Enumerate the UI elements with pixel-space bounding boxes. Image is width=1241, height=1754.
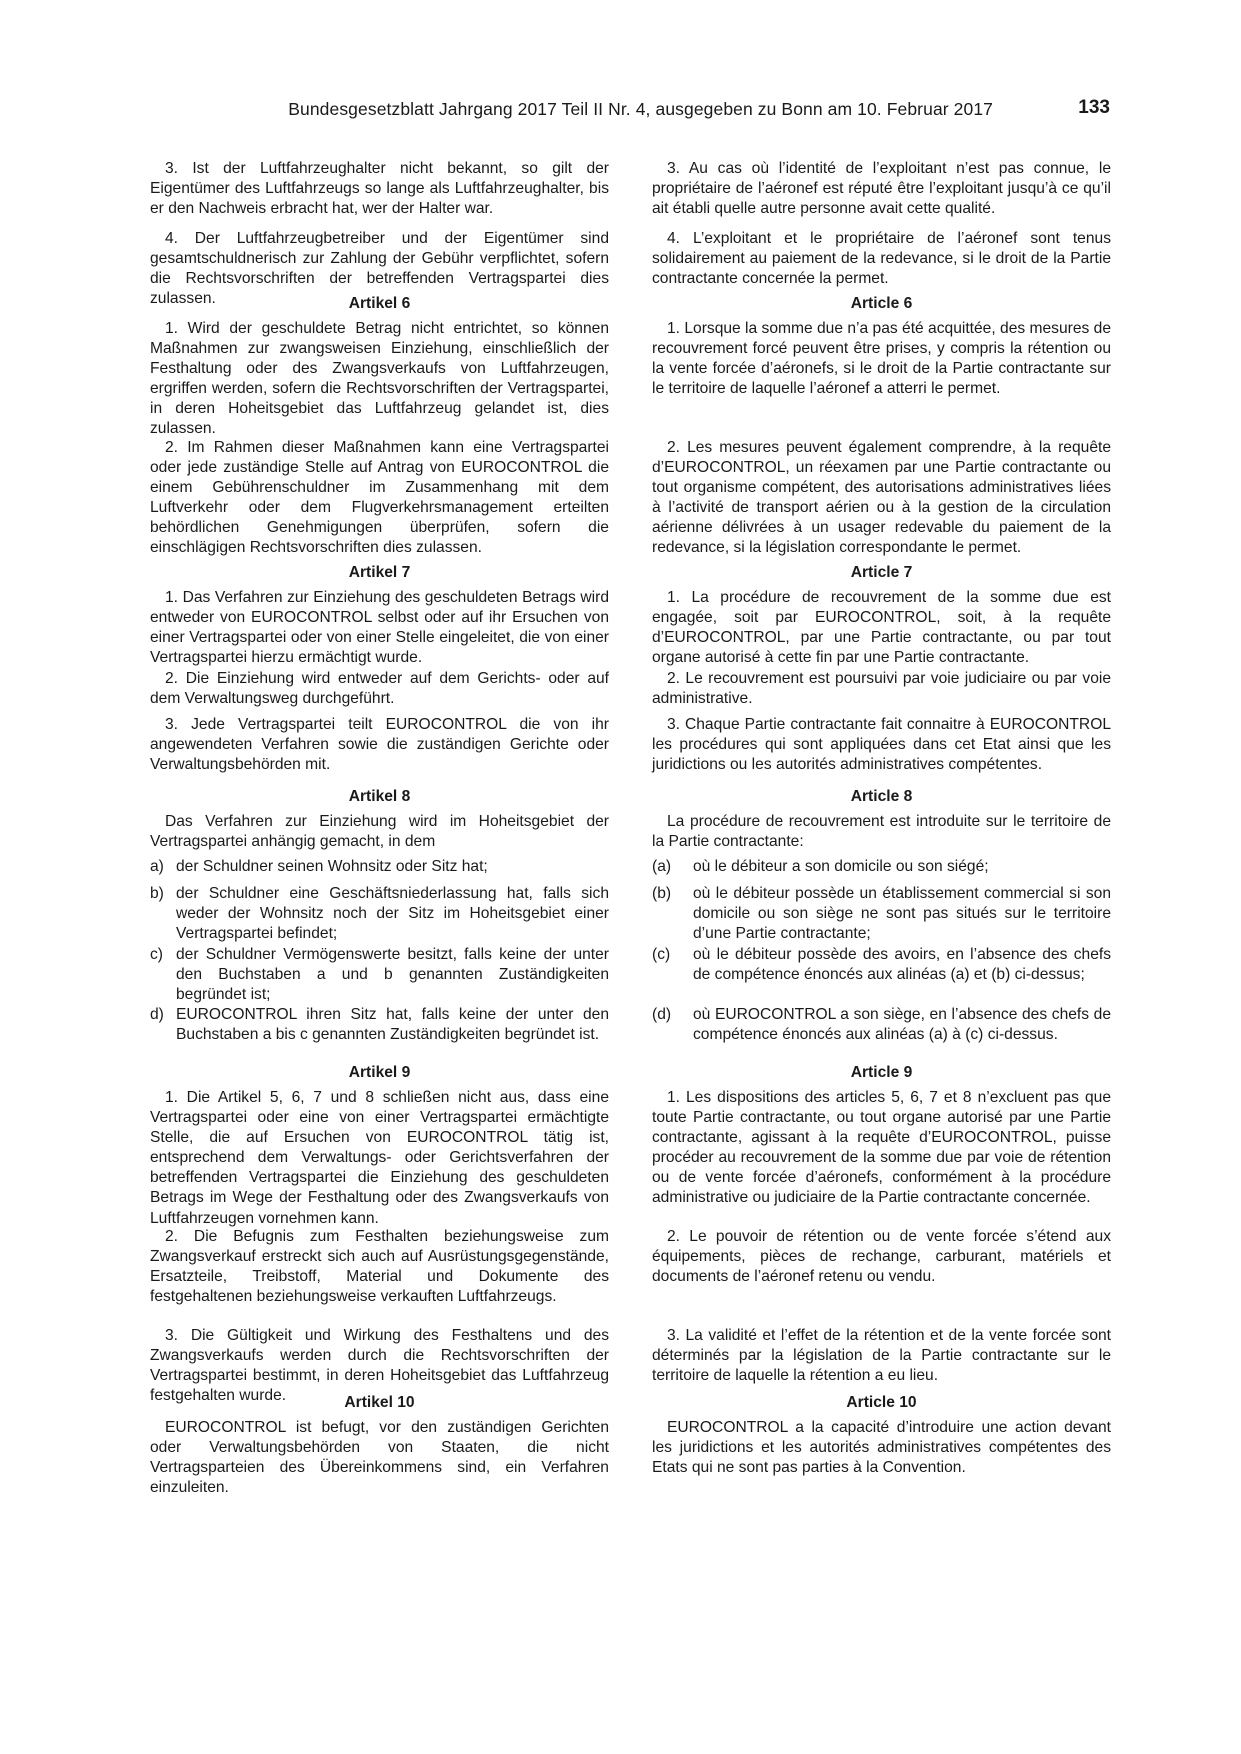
list-text: der Schuldner eine Geschäftsniederlassung hat, falls sich weder der Wohnsitz noch der Sitz im Hoheitsgebiet einer Vertragspartei befindet;	[176, 885, 609, 943]
fr-art9-para1: 1. Les dispositions des articles 5, 6, 7 et 8 n’excluent pas que toute Partie contractante, ou tout organe autorisé par une Partie contractante, agissant à la requête d’EUROCONTROL, puisse procéder au recouvrement de la somme due par voie de rétention ou de vente forcée d’aéronefs, conformément à la procédure administrative ou judiciaire de la Partie contractante concernée.	[652, 1089, 1111, 1207]
de-art9-para2: 2. Die Befugnis zum Festhalten beziehungsweise zum Zwangsverkauf erstreckt sich auch auf Ausrüstungsgegenstände, Ersatzteile, Treibstoff, Material und Dokumente des festgehaltenen beziehungsweise verkauften Luftfahrzeugs.	[150, 1228, 609, 1306]
list-text: où le débiteur possède des avoirs, en l’absence des chefs de compétence énoncés aux alinéas (a) et (b) ci-dessus;	[693, 946, 1111, 984]
fr-art5-para3: 3. Au cas où l’identité de l’exploitant n’est pas connue, le propriétaire de l’aéronef est réputé être l’exploitant jusqu’à ce qu’il ait établi quelle autre personne avait cette qualité.	[652, 160, 1111, 218]
fr-art6-para2: 2. Les mesures peuvent également comprendre, à la requête d’EUROCONTROL, un réexamen par une Partie contractante ou tout organisme compétent, des autorisations administratives liées à l’activité de transport aérien ou à la gestion de la circulation aérienne délivrées à un usager redevable du paiement de la redevance, si la législation correspondante le permet.	[652, 439, 1111, 557]
de-heading-art6: Artikel 6	[348, 295, 411, 312]
fr-art7-para1: 1. La procédure de recouvrement de la somme due est engagée, soit par EUROCONTROL, soit, à la requête d’EUROCONTROL, par une Partie contractante, ou par tout organe autorisé à cette fin par une Partie contractante.	[652, 589, 1111, 667]
de-art8-item-b	[150, 884, 609, 944]
list-text: der Schuldner seinen Wohnsitz oder Sitz hat;	[176, 858, 488, 875]
de-art7-para1: 1. Das Verfahren zur Einziehung des geschuldeten Betrags wird entweder von EUROCONTROL selbst oder auf ihr Ersuchen von einer Vertragspartei oder von einer Stelle eingeleitet, die von einer Vertragspartei hierzu ermächtigt wurde.	[150, 589, 609, 667]
de-art8-item-d	[150, 1005, 609, 1045]
de-art8-item-a	[150, 857, 609, 877]
fr-art8-item-a	[652, 857, 1111, 877]
list-text: EUROCONTROL ihren Sitz hat, falls keine der unter den Buchstaben a bis c genannten Zuständigkeiten begründet ist.	[176, 1006, 609, 1044]
list-label: b)	[150, 885, 164, 902]
de-heading-art7: Artikel 7	[348, 564, 411, 581]
page-number: 133	[1078, 97, 1110, 118]
de-heading-art8: Artikel 8	[348, 788, 411, 805]
de-art7-para2: 2. Die Einziehung wird entweder auf dem Gerichts- oder auf dem Verwaltungsweg durchgeführt.	[150, 670, 609, 708]
fr-heading-art10: Article 10	[846, 1394, 917, 1411]
page-header	[150, 99, 1110, 125]
de-art9-para3: 3. Die Gültigkeit und Wirkung des Festhaltens und des Zwangsverkaufs werden durch die Rechtsvorschriften der Vertragspartei bestimmt, in deren Hoheitsgebiet das Luftfahrzeug festgehalten wurde.	[150, 1327, 609, 1405]
list-label: c)	[150, 946, 163, 963]
list-label: (d)	[652, 1006, 672, 1023]
fr-heading-art8: Article 8	[850, 788, 913, 805]
de-art6-para2: 2. Im Rahmen dieser Maßnahmen kann eine Vertragspartei oder jede zuständige Stelle auf Antrag von EUROCONTROL die einem Gebührenschuldner im Zusammenhang mit dem Luftverkehr oder dem Flugverkehrsmanagement erteilten behördlichen Genehmigungen überprüfen, sofern die einschlägigen Rechtsvorschriften dies zulassen.	[150, 439, 609, 557]
de-art8-item-c	[150, 945, 609, 1005]
de-art5-para3: 3. Ist der Luftfahrzeughalter nicht bekannt, so gilt der Eigentümer des Luftfahrzeugs so lange als Luftfahrzeughalter, bis er den Nachweis erbracht hat, wer der Halter war.	[150, 160, 609, 218]
de-art7-para3: 3. Jede Vertragspartei teilt EUROCONTROL die von ihr angewendeten Verfahren sowie die zuständigen Gerichte oder Verwaltungsbehörden mit.	[150, 716, 609, 774]
fr-art5-para4: 4. L’exploitant et le propriétaire de l’aéronef sont tenus solidairement au paiement de la redevance, si le droit de la Partie contractante concernée la permet.	[652, 230, 1111, 288]
fr-art9-para3: 3. La validité et l’effet de la rétention et de la vente forcée sont déterminés par la législation de la Partie contractante sur le territoire de laquelle la rétention a eu lieu.	[652, 1327, 1111, 1385]
de-art8-intro: Das Verfahren zur Einziehung wird im Hoheitsgebiet der Vertragspartei anhängig gemacht, in dem	[150, 813, 609, 851]
fr-art8-item-b	[652, 884, 1111, 944]
fr-heading-art6: Article 6	[850, 295, 913, 312]
fr-art8-intro: La procédure de recouvrement est introduite sur le territoire de la Partie contractante:	[652, 813, 1111, 851]
de-art5-para4: 4. Der Luftfahrzeugbetreiber und der Eigentümer sind gesamtschuldnerisch zur Zahlung der Gebühr verpflichtet, sofern die Rechtsvorschriften der betreffenden Vertragspartei dies zulassen.	[150, 230, 609, 308]
running-title: Bundesgesetzblatt Jahrgang 2017 Teil II Nr. 4, ausgegeben zu Bonn am 10. Februar 2017	[288, 99, 993, 119]
list-text: der Schuldner Vermögenswerte besitzt, falls keine der unter den Buchstaben a und b genannten Zuständigkeiten begründet ist;	[176, 946, 609, 1004]
list-label: (a)	[652, 858, 672, 875]
de-art6-para1: 1. Wird der geschuldete Betrag nicht entrichtet, so können Maßnahmen zur zwangsweisen Einziehung, einschließlich der Festhaltung oder des Zwangsverkaufs von Luftfahrzeugen, ergriffen werden, sofern die Rechtsvorschriften der Vertragspartei, in deren Hoheitsgebiet das Luftfahrzeug gelandet ist, dies zulassen.	[150, 320, 609, 438]
fr-art8-item-d	[652, 1005, 1111, 1045]
fr-art7-para2: 2. Le recouvrement est poursuivi par voie judiciaire ou par voie administrative.	[652, 670, 1111, 708]
fr-art10-para: EUROCONTROL a la capacité d’introduire une action devant les juridictions et les autorités administratives compétentes des Etats qui ne sont pas parties à la Convention.	[652, 1419, 1111, 1477]
list-label: (c)	[652, 946, 671, 963]
list-text: où EUROCONTROL a son siège, en l’absence des chefs de compétence énoncés aux alinéas (a) à (c) ci-dessus.	[693, 1006, 1111, 1044]
list-label: a)	[150, 858, 164, 875]
de-art9-para1: 1. Die Artikel 5, 6, 7 und 8 schließen nicht aus, dass eine Vertragspartei oder eine von einer Vertragspartei ermächtigte Stelle, die auf Ersuchen von EUROCONTROL tätig ist, entsprechend dem Verwaltungs- oder Gerichtsverfahren der betreffenden Vertragspartei die Einziehung des geschuldeten Betrags im Wege der Festhaltung oder des Zwangsverkaufs von Luftfahrzeugen vornehmen kann.	[150, 1089, 609, 1227]
list-label: (b)	[652, 885, 672, 902]
de-art10-para: EUROCONTROL ist befugt, vor den zuständigen Gerichten oder Verwaltungsbehörden von Staaten, die nicht Vertragsparteien des Übereinkommens sind, ein Verfahren einzuleiten.	[150, 1419, 609, 1497]
fr-heading-art9: Article 9	[850, 1064, 913, 1081]
de-heading-art9: Artikel 9	[348, 1064, 411, 1081]
list-text: où le débiteur a son domicile ou son siégé;	[693, 858, 989, 875]
fr-art9-para2: 2. Le pouvoir de rétention ou de vente forcée s’étend aux équipements, pièces de rechange, carburant, matériels et documents de l’aéronef retenu ou vendu.	[652, 1228, 1111, 1286]
list-label: d)	[150, 1006, 164, 1023]
de-heading-art10: Artikel 10	[344, 1394, 415, 1411]
fr-art6-para1: 1. Lorsque la somme due n’a pas été acquittée, des mesures de recouvrement forcé peuvent être prises, y compris la rétention ou la vente forcée d’aéronefs, si le droit de la Partie contractante sur le territoire de laquelle l’aéronef a atterri le permet.	[652, 320, 1111, 398]
list-text: où le débiteur possède un établissement commercial si son domicile ou son siège ne sont pas situés sur le territoire d’une Partie contractante;	[693, 885, 1111, 943]
fr-art7-para3: 3. Chaque Partie contractante fait connaitre à EUROCONTROL les procédures qui sont appliquées dans cet Etat ainsi que les juridictions ou les autorités administratives compétentes.	[652, 716, 1111, 774]
fr-art8-item-c	[652, 945, 1111, 985]
fr-heading-art7: Article 7	[850, 564, 913, 581]
